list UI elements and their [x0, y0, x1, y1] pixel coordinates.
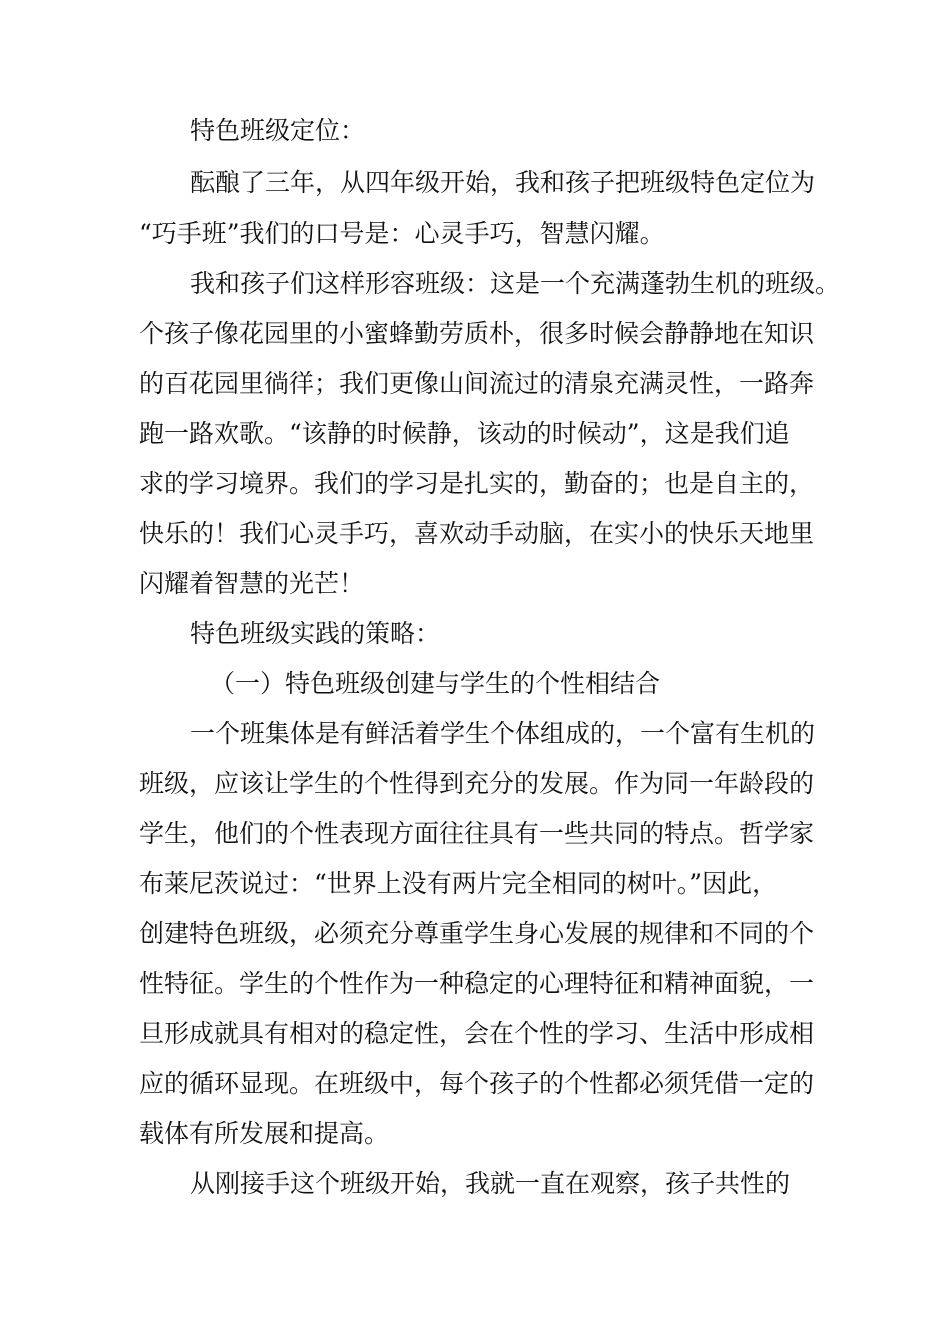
paragraph-line: 从刚接手这个班级开始，我就一直在观察，孩子共性的	[190, 1169, 791, 1198]
paragraph-line: 的百花园里徜徉；我们更像山间流过的清泉充满灵性，一路奔	[139, 369, 815, 398]
paragraph-line: 应的循环显现。在班级中，每个孩子的个性都必须凭借一定的	[139, 1069, 815, 1098]
paragraph-line: 旦形成就具有相对的稳定性，会在个性的学习、生活中形成相	[139, 1019, 815, 1048]
subheading-section-one: （一）特色班级创建与学生的个性相结合	[210, 669, 661, 698]
paragraph-line: 闪耀着智慧的光芒！	[139, 569, 365, 598]
paragraph-line: 学生，他们的个性表现方面往往具有一些共同的特点。哲学家	[139, 819, 815, 848]
paragraph-line: 快乐的！我们心灵手巧，喜欢动手动脑，在实小的快乐天地里	[139, 519, 815, 548]
paragraph-line: 酝酿了三年，从四年级开始，我和孩子把班级特色定位为	[190, 168, 816, 197]
paragraph-line: 我和孩子们这样形容班级：这是一个充满蓬勃生机的班级。	[190, 269, 841, 298]
paragraph-line: 一个班集体是有鲜活着学生个体组成的，一个富有生机的	[190, 719, 816, 748]
paragraph-line: “巧手班”我们的口号是：心灵手巧，智慧闪耀。	[139, 219, 665, 248]
paragraph-line: 性特征。学生的个性作为一种稳定的心理特征和精神面貌，一	[139, 969, 815, 998]
paragraph-line: 跑一路欢歌。“该静的时候静，该动的时候动”，这是我们追	[139, 419, 790, 448]
heading-practice-strategy: 特色班级实践的策略：	[190, 619, 441, 648]
paragraph-line: 班级，应该让学生的个性得到充分的发展。作为同一年龄段的	[139, 769, 815, 798]
paragraph-line: 创建特色班级，必须充分尊重学生身心发展的规律和不同的个	[139, 919, 815, 948]
heading-class-positioning: 特色班级定位：	[190, 116, 366, 145]
paragraph-line: 布莱尼茨说过：“世界上没有两片完全相同的树叶。”因此，	[139, 869, 778, 898]
paragraph-line: 载体有所发展和提高。	[139, 1119, 390, 1148]
paragraph-line: 求的学习境界。我们的学习是扎实的，勤奋的；也是自主的，	[139, 469, 815, 498]
paragraph-line: 个孩子像花园里的小蜜蜂勤劳质朴，很多时候会静静地在知识	[139, 319, 815, 348]
